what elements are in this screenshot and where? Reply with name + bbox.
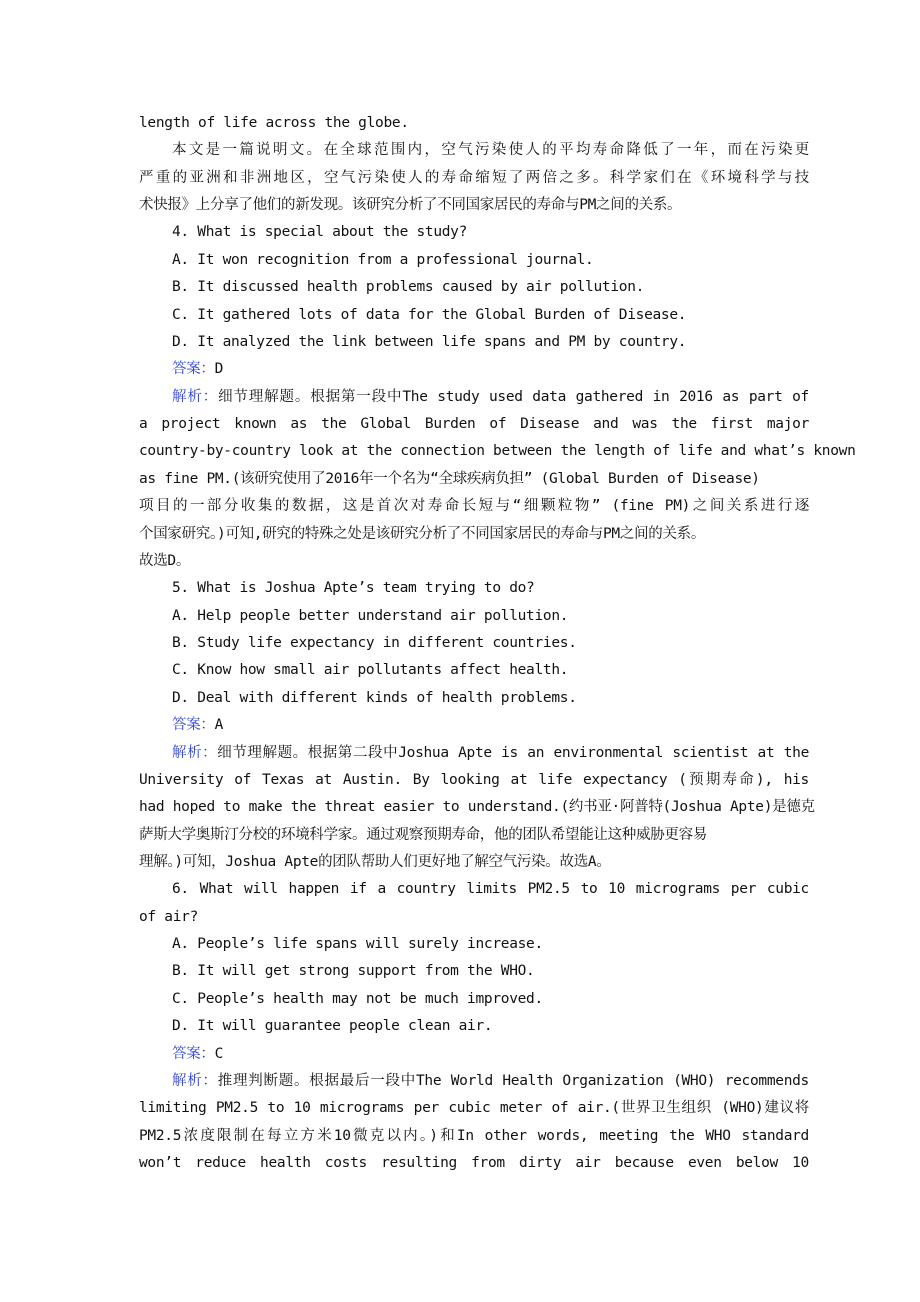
text-line <box>139 767 809 794</box>
text-line <box>172 1013 809 1040</box>
line-text: C. It gathered lots of data for the Global Burden of Disease. <box>172 306 687 323</box>
line-text: 推理判断题。根据最后一段中The World Health Organization (WHO) recommends <box>217 1072 809 1089</box>
line-text: A. Help people better understand air pollution. <box>172 607 569 624</box>
text-line <box>172 876 809 903</box>
line-text: length of life across the globe. <box>139 115 409 131</box>
answer-label: 答案： <box>172 361 215 378</box>
answer-line <box>172 1041 809 1068</box>
text-line <box>172 247 809 274</box>
text-line <box>139 794 815 821</box>
answer-line <box>172 712 809 739</box>
text-line <box>139 110 809 137</box>
line-text: of air? <box>139 908 199 925</box>
line-text: 术快报》上分享了他们的新发现。该研究分析了不同国家居民的寿命与PM之间的关系。 <box>139 197 682 214</box>
analysis-line <box>172 384 809 411</box>
line-text: D. It will guarantee people clean air. <box>172 1018 493 1035</box>
text-line <box>139 849 809 876</box>
answer-label: 答案： <box>172 717 215 734</box>
text-line <box>172 657 809 684</box>
line-text: 5. What is Joshua Apte’s team trying to do? <box>172 580 535 597</box>
line-text: B. Study life expectancy in different countries. <box>172 635 577 652</box>
text-line <box>139 438 856 465</box>
line-text: 6. What will happen if a country limits PM2.5 to 10 micrograms per cubic <box>172 881 809 898</box>
line-text: C <box>214 1045 224 1062</box>
line-text: a project known as the Global Burden of Disease and was the first major <box>139 416 809 433</box>
text-line <box>139 466 809 493</box>
text-line <box>172 603 809 630</box>
analysis-line <box>172 740 809 767</box>
line-text: D. It analyzed the link between life spans and PM by country. <box>172 333 687 350</box>
line-text: C. Know how small air pollutants affect health. <box>172 662 569 679</box>
text-line <box>172 958 809 985</box>
text-line <box>172 302 809 329</box>
line-text: 细节理解题。根据第二段中Joshua Apte is an environmental scientist at the <box>217 744 809 761</box>
line-text: 严重的亚洲和非洲地区，空气污染使人的寿命缩短了两倍之多。科学家们在《环境科学与技 <box>139 169 809 186</box>
text-line <box>139 1095 809 1122</box>
text-line <box>139 192 809 219</box>
text-line <box>172 329 809 356</box>
text-line <box>172 986 809 1013</box>
text-line <box>139 904 809 931</box>
line-text: 4. What is special about the study? <box>172 224 468 241</box>
text-line <box>139 411 809 438</box>
line-text: PM2.5浓度限制在每立方米10微克以内。)和In other words, meeting the WHO standard <box>139 1127 809 1144</box>
text-line <box>172 219 809 246</box>
text-line <box>139 521 809 548</box>
line-text: 理解。)可知，Joshua Apte的团队帮助人们更好地了解空气污染。故选A。 <box>139 853 611 870</box>
analysis-label: 解析： <box>172 1072 218 1089</box>
text-line <box>172 685 809 712</box>
analysis-label: 解析： <box>172 744 218 761</box>
analysis-line <box>172 1068 809 1095</box>
text-line <box>139 548 809 575</box>
answer-line <box>172 356 809 383</box>
text-line <box>172 137 809 164</box>
line-text: limiting PM2.5 to 10 micrograms per cubic meter of air.(世界卫生组织 (WHO)建议将 <box>139 1100 809 1117</box>
line-text: B. It discussed health problems caused by air pollution. <box>172 279 645 296</box>
line-text: won’t reduce health costs resulting from dirty air because even below 10 <box>139 1155 809 1172</box>
text-line <box>172 630 809 657</box>
line-text: 项目的一部分收集的数据，这是首次对寿命长短与“细颗粒物” (fine PM)之间关系进行逐 <box>139 498 809 515</box>
line-text: 细节理解题。根据第一段中The study used data gathered in 2016 as part of <box>218 388 809 405</box>
line-text: A. People’s life spans will surely increase. <box>172 936 543 953</box>
line-text: University of Texas at Austin. By looking at life expectancy (预期寿命), his <box>139 771 809 788</box>
text-line <box>139 165 809 192</box>
text-line <box>139 1150 809 1177</box>
answer-label: 答案： <box>172 1045 215 1062</box>
line-text: D <box>214 361 224 378</box>
line-text: 故选D。 <box>139 552 191 569</box>
text-line <box>139 493 809 520</box>
line-text: country-by-country look at the connection between the length of life and what’s known <box>139 443 856 460</box>
line-text: 本文是一篇说明文。在全球范围内，空气污染使人的平均寿命降低了一年，而在污染更 <box>172 142 809 159</box>
line-text: A <box>214 717 224 734</box>
line-text: 个国家研究。)可知,研究的特殊之处是该研究分析了不同国家居民的寿命与PM之间的关系。 <box>139 525 706 542</box>
line-text: had hoped to make the threat easier to understand.(约书亚·阿普特(Joshua Apte)是德克 <box>139 799 815 816</box>
line-text: B. It will get strong support from the WHO. <box>172 963 535 980</box>
line-text: D. Deal with different kinds of health problems. <box>172 689 577 706</box>
line-text: A. It won recognition from a professional journal. <box>172 251 594 268</box>
text-line <box>172 575 809 602</box>
text-line <box>139 1123 809 1150</box>
text-line <box>172 931 809 958</box>
text-line <box>172 274 809 301</box>
line-text: 萨斯大学奥斯汀分校的环境科学家。通过观察预期寿命，他的团队希望能让这种威胁更容易 <box>139 826 707 843</box>
text-line <box>139 822 809 849</box>
analysis-label: 解析： <box>172 388 219 405</box>
line-text: as fine PM.(该研究使用了2016年一个名为“全球疾病负担” (Global Burden of Disease) <box>139 470 760 487</box>
line-text: C. People’s health may not be much improved. <box>172 990 543 1007</box>
